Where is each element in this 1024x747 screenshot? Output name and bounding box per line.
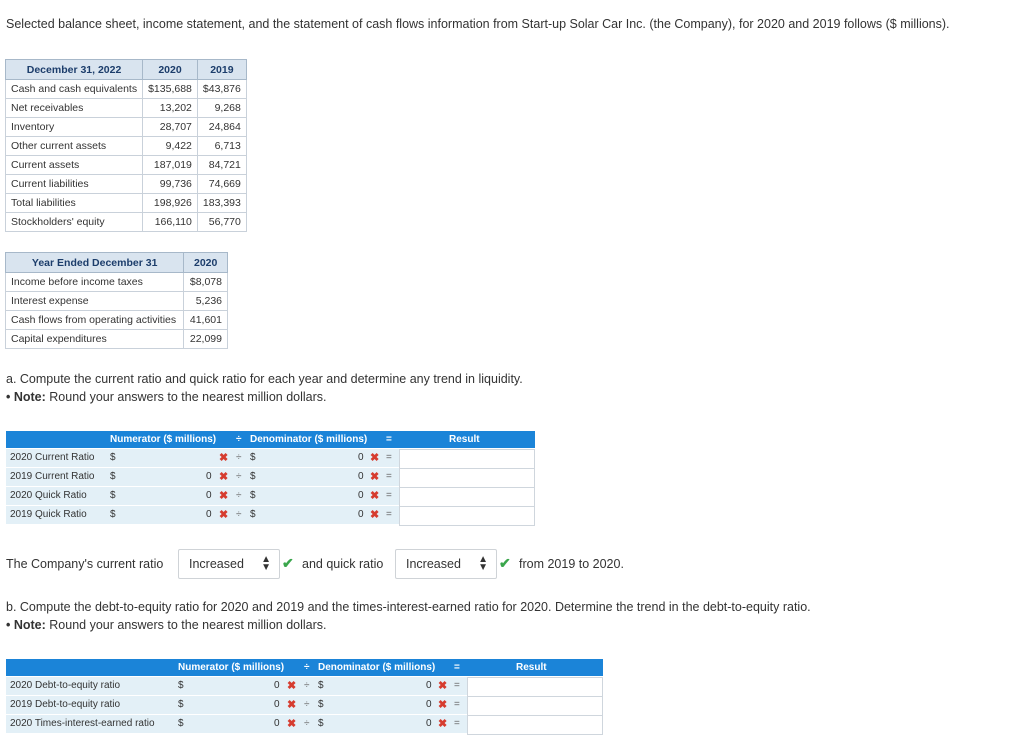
sentence-text: from 2019 to 2020. <box>519 557 624 571</box>
result-header: Result <box>449 434 480 445</box>
equals-symbol: = <box>386 509 392 520</box>
row-label: Cash and cash equivalents <box>6 80 143 99</box>
cell-value: 183,393 <box>197 194 246 213</box>
checkmark-icon: ✔ <box>499 555 511 571</box>
equals-symbol: = <box>454 662 460 673</box>
row-label: Capital expenditures <box>6 330 184 349</box>
x-icon: ✖ <box>219 471 229 483</box>
x-icon: ✖ <box>370 490 380 502</box>
divide-symbol: ÷ <box>304 718 310 729</box>
col-header: 2020 <box>143 60 198 80</box>
divide-symbol: ÷ <box>236 509 242 520</box>
worksheet-header <box>6 659 603 676</box>
divide-symbol: ÷ <box>236 471 242 482</box>
worksheet-row <box>6 468 399 487</box>
cell-value: 198,926 <box>143 194 198 213</box>
equals-symbol: = <box>386 452 392 463</box>
numerator-input[interactable]: 0 <box>206 471 212 482</box>
income-statement-table <box>5 252 228 349</box>
dollar-sign: $ <box>110 452 116 463</box>
dollar-sign: $ <box>250 471 256 482</box>
dollar-sign: $ <box>318 718 324 729</box>
col-header: 2020 <box>184 253 228 273</box>
cell-value: 24,864 <box>197 118 246 137</box>
denominator-input[interactable]: 0 <box>358 452 364 463</box>
dollar-sign: $ <box>110 490 116 501</box>
dollar-sign: $ <box>178 680 184 691</box>
cell-value: 13,202 <box>143 99 198 118</box>
numerator-input[interactable]: 0 <box>274 718 280 729</box>
cell-value: 74,669 <box>197 175 246 194</box>
x-icon: ✖ <box>219 452 229 464</box>
row-label: Current liabilities <box>6 175 143 194</box>
dollar-sign: $ <box>110 509 116 520</box>
numerator-input[interactable]: 0 <box>206 509 212 520</box>
divide-symbol: ÷ <box>304 680 310 691</box>
up-down-arrows-icon: ▲ ▼ <box>478 554 488 573</box>
equals-symbol: = <box>386 434 392 445</box>
divide-symbol: ÷ <box>236 490 242 501</box>
x-icon: ✖ <box>287 718 297 730</box>
x-icon: ✖ <box>438 718 448 730</box>
table-row <box>6 213 247 232</box>
row-label: 2020 Times-interest-earned ratio <box>10 718 155 729</box>
cell-value: 5,236 <box>184 292 228 311</box>
table-row <box>6 311 228 330</box>
row-label: Inventory <box>6 118 143 137</box>
quick-ratio-trend-select[interactable] <box>395 549 497 579</box>
result-input[interactable] <box>467 696 603 716</box>
denominator-input[interactable]: 0 <box>358 471 364 482</box>
row-label: Income before income taxes <box>6 273 184 292</box>
x-icon: ✖ <box>219 490 229 502</box>
numerator-header: Numerator ($ millions) <box>110 434 217 445</box>
ratio-worksheet-b <box>6 659 603 735</box>
question-a <box>6 370 523 406</box>
cell-value: $135,688 <box>143 80 198 99</box>
col-header: December 31, 2022 <box>6 60 143 80</box>
denominator-header: Denominator ($ millions) <box>318 662 436 673</box>
cell-value: $43,876 <box>197 80 246 99</box>
x-icon: ✖ <box>438 680 448 692</box>
row-label: Total liabilities <box>6 194 143 213</box>
cell-value: 6,713 <box>197 137 246 156</box>
cell-value: 9,422 <box>143 137 198 156</box>
trend-sentence <box>6 549 706 579</box>
x-icon: ✖ <box>370 452 380 464</box>
sentence-text: The Company's current ratio <box>6 557 164 571</box>
table-row <box>6 80 247 99</box>
x-icon: ✖ <box>370 509 380 521</box>
equals-symbol: = <box>454 680 460 691</box>
numerator-input[interactable]: 0 <box>274 680 280 691</box>
numerator-header: Numerator ($ millions) <box>178 662 285 673</box>
table-row <box>6 137 247 156</box>
select-value: Increased <box>406 557 461 571</box>
row-label: Other current assets <box>6 137 143 156</box>
equals-symbol: = <box>454 699 460 710</box>
worksheet-row <box>6 696 467 715</box>
question-b-text: b. Compute the debt-to-equity ratio for 2020 and 2019 and the times-interest-earned ratio for 2020. Determine the trend in the debt-to-equity ratio. <box>6 600 811 614</box>
question-a-note: • Note: Round your answers to the nearest million dollars. <box>6 390 327 404</box>
select-value: Increased <box>189 557 244 571</box>
table-row <box>6 99 247 118</box>
row-label: Interest expense <box>6 292 184 311</box>
result-input[interactable] <box>467 715 603 735</box>
x-icon: ✖ <box>438 699 448 711</box>
result-input[interactable] <box>467 677 603 697</box>
question-b <box>6 598 811 634</box>
cell-value: 84,721 <box>197 156 246 175</box>
col-header: Year Ended December 31 <box>6 253 184 273</box>
row-label: Current assets <box>6 156 143 175</box>
row-label: Cash flows from operating activities <box>6 311 184 330</box>
result-input[interactable] <box>399 449 535 469</box>
row-label: Stockholders' equity <box>6 213 143 232</box>
dollar-sign: $ <box>318 680 324 691</box>
dollar-sign: $ <box>250 490 256 501</box>
equals-symbol: = <box>454 718 460 729</box>
row-label: 2020 Quick Ratio <box>10 490 87 501</box>
equals-symbol: = <box>386 490 392 501</box>
x-icon: ✖ <box>219 509 229 521</box>
denominator-input[interactable]: 0 <box>426 718 432 729</box>
worksheet-row <box>6 506 399 525</box>
cell-value: 187,019 <box>143 156 198 175</box>
row-label: 2019 Debt-to-equity ratio <box>10 699 121 710</box>
intro-text: Selected balance sheet, income statement, and the statement of cash flows information from Start-up Solar Car Inc. (the Company), for 2020 and 2019 follows ($ millions). <box>6 17 950 31</box>
worksheet-row <box>6 449 399 468</box>
equals-symbol: = <box>386 471 392 482</box>
result-header: Result <box>516 662 547 673</box>
col-header: 2019 <box>197 60 246 80</box>
row-label: Net receivables <box>6 99 143 118</box>
dollar-sign: $ <box>178 718 184 729</box>
cell-value: 99,736 <box>143 175 198 194</box>
result-input[interactable] <box>399 506 535 526</box>
sentence-text: and quick ratio <box>302 557 384 571</box>
current-ratio-trend-select[interactable] <box>178 549 280 579</box>
question-b-note: • Note: Round your answers to the nearest million dollars. <box>6 618 327 632</box>
dollar-sign: $ <box>250 509 256 520</box>
worksheet-row <box>6 487 399 506</box>
divide-symbol: ÷ <box>236 434 242 445</box>
row-label: 2020 Current Ratio <box>10 452 95 463</box>
cell-value: 9,268 <box>197 99 246 118</box>
ratio-worksheet-a <box>6 431 535 525</box>
denominator-input[interactable]: 0 <box>358 509 364 520</box>
numerator-input[interactable]: 0 <box>274 699 280 710</box>
cell-value: 22,099 <box>184 330 228 349</box>
question-a-text: a. Compute the current ratio and quick ratio for each year and determine any trend in liquidity. <box>6 372 523 386</box>
x-icon: ✖ <box>287 699 297 711</box>
divide-symbol: ÷ <box>304 699 310 710</box>
result-input[interactable] <box>399 468 535 488</box>
table-row <box>6 175 247 194</box>
cell-value: 41,601 <box>184 311 228 330</box>
row-label: 2020 Debt-to-equity ratio <box>10 680 121 691</box>
cell-value: $8,078 <box>184 273 228 292</box>
denominator-input[interactable]: 0 <box>358 490 364 501</box>
row-label: 2019 Current Ratio <box>10 471 95 482</box>
table-row <box>6 156 247 175</box>
table-row <box>6 330 228 349</box>
worksheet-header <box>6 431 535 448</box>
cell-value: 56,770 <box>197 213 246 232</box>
balance-sheet-table <box>5 59 247 232</box>
numerator-input[interactable]: 0 <box>206 490 212 501</box>
denominator-header: Denominator ($ millions) <box>250 434 368 445</box>
dollar-sign: $ <box>178 699 184 710</box>
x-icon: ✖ <box>370 471 380 483</box>
up-down-arrows-icon: ▲ ▼ <box>261 554 271 573</box>
cell-value: 28,707 <box>143 118 198 137</box>
table-row <box>6 118 247 137</box>
divide-symbol: ÷ <box>304 662 310 673</box>
table-row <box>6 273 228 292</box>
cell-value: 166,110 <box>143 213 198 232</box>
denominator-input[interactable]: 0 <box>426 680 432 691</box>
table-row <box>6 194 247 213</box>
result-input[interactable] <box>399 487 535 507</box>
x-icon: ✖ <box>287 680 297 692</box>
worksheet-row <box>6 715 467 734</box>
denominator-input[interactable]: 0 <box>426 699 432 710</box>
worksheet-row <box>6 677 467 696</box>
table-row <box>6 292 228 311</box>
divide-symbol: ÷ <box>236 452 242 463</box>
dollar-sign: $ <box>110 471 116 482</box>
dollar-sign: $ <box>318 699 324 710</box>
dollar-sign: $ <box>250 452 256 463</box>
row-label: 2019 Quick Ratio <box>10 509 87 520</box>
checkmark-icon: ✔ <box>282 555 294 571</box>
